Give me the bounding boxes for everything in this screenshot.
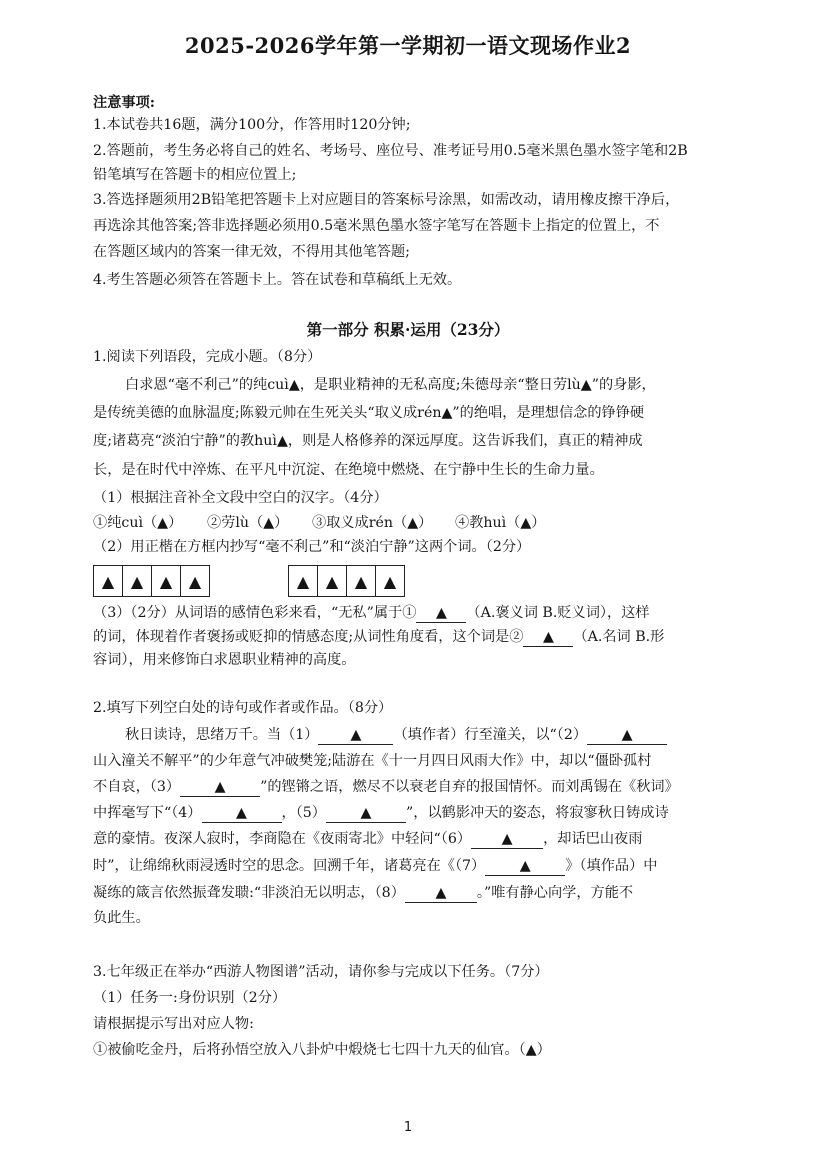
answer-blank[interactable]: ▲: [523, 628, 573, 647]
notice-line: 4.考生答题必须答在答题卡上。答在试卷和草稿纸上无效。: [93, 272, 462, 288]
q1-sub1-item: ①纯cuì（▲）: [93, 515, 183, 531]
question-3-intro: 3.七年级正在举办“西游人物图谱”活动，请你参与完成以下任务。（7分）: [93, 964, 549, 980]
question-1-intro: 1.阅读下列语段，完成小题。（8分）: [93, 349, 322, 365]
answer-blank[interactable]: ▲: [405, 884, 477, 903]
q2-line: [93, 829, 642, 849]
exam-title: 2025-2026学年第一学期初一语文现场作业2: [184, 33, 632, 58]
q2-line: 山入潼关不解平”的少年意气冲破樊笼;陆游在《十一月四日风雨大作》中，却以“僵卧孤村: [93, 753, 652, 769]
q1-paragraph-line: 长，是在时代中淬炼、在平凡中沉淀、在绝境中燃烧、在宁静中生长的生命力量。: [93, 462, 604, 478]
q1-paragraph-line: 白求恩“毫不利己”的纯cuì▲，是职业精神的无私高度;朱德母亲“整日劳lù▲”的身影，: [125, 377, 656, 393]
answer-blank[interactable]: ▲: [326, 804, 406, 823]
grid-cell[interactable]: ▲: [347, 566, 376, 596]
q1-sub1-item: ③取义成rén（▲）: [312, 515, 433, 531]
notice-line: 3.答选择题须用2B铅笔把答题卡上对应题目的答案标号涂黑，如需改动，请用橡皮擦干净后，: [93, 192, 680, 208]
grid-cell[interactable]: ▲: [318, 566, 347, 596]
answer-blank[interactable]: ▲: [416, 604, 466, 623]
q2-text: （填作者）行至潼关，以“（2）: [393, 727, 588, 743]
q1-sub1: （1）根据注音补全文段中空白的汉字。（4分）: [93, 490, 388, 506]
q1-sub3-line: 容词），用来修饰白求恩职业精神的高度。: [93, 652, 356, 668]
section-title: 第一部分 积累·运用（23分）: [306, 320, 510, 339]
writing-grid-1[interactable]: [93, 565, 210, 597]
q2-text: ”，以鹤影冲天的姿态，将寂寥秋日铸成诗: [406, 805, 669, 821]
writing-grid-2[interactable]: [288, 565, 405, 597]
grid-cell[interactable]: ▲: [123, 566, 152, 596]
notice-line: 1.本试卷共16题，满分100分，作答用时120分钟;: [93, 117, 411, 133]
q1-paragraph-line: 度;诸葛亮“淡泊宁静”的教huì▲，则是人格修养的深远厚度。这告诉我们，真正的精神成: [93, 433, 643, 449]
q2-text: 》（填作品）中: [565, 858, 658, 874]
q2-text: 秋日读诗，思绪万千。当（1）: [125, 727, 319, 743]
q1-sub3-line: [93, 627, 664, 647]
grid-cell[interactable]: ▲: [152, 566, 181, 596]
notice-line: 在答题区域内的答案一律无效，不得用其他笔答题;: [93, 244, 410, 260]
q1-sub1-item: ②劳lù（▲）: [207, 515, 289, 531]
q3-task1: （1）任务一:身份识别（2分）: [93, 990, 287, 1006]
q2-text: ”的铿锵之语，燃尽不以衰老自弃的报国情怀。而刘禹锡在《秋词》: [260, 779, 679, 795]
question-2-intro: 2.填写下列空白处的诗句或作者或作品。（8分）: [93, 700, 393, 716]
answer-blank[interactable]: ▲: [318, 726, 393, 745]
q2-text: 不自哀，（3）: [93, 779, 181, 795]
q2-text: 时”，让绵绵秋雨浸透时空的思念。回溯千年，诸葛亮在《（7）: [93, 858, 486, 874]
answer-blank[interactable]: ▲: [180, 778, 260, 797]
q2-line: 负此生。: [93, 910, 150, 926]
notice-line: 2.答题前，考生务必将自己的姓名、考场号、座位号、准考证号用0.5毫米黑色墨水签字笔和2B: [93, 143, 688, 159]
q1-sub2: （2）用正楷在方框内抄写“毫不利己”和“淡泊宁静”这两个词。（2分）: [93, 539, 531, 555]
answer-blank[interactable]: ▲: [471, 830, 543, 849]
q2-text: ，却话巴山夜雨: [543, 831, 643, 847]
q1-sub3-text: （A.褒义词 B.贬义词），这样: [466, 605, 650, 621]
answer-blank[interactable]: ▲: [587, 726, 667, 745]
q2-line: [93, 883, 633, 903]
grid-cell[interactable]: ▲: [289, 566, 318, 596]
page-number: 1: [403, 1120, 413, 1135]
q2-line: [93, 777, 679, 797]
q2-text: ，（5）: [281, 805, 326, 821]
q2-line: [93, 856, 657, 876]
q2-text: 中挥毫写下“（4）: [93, 805, 202, 821]
q2-text: 。”唯有静心向学，方能不: [476, 885, 634, 901]
answer-blank[interactable]: ▲: [202, 804, 282, 823]
notice-line: 再选涂其他答案;答非选择题必须用0.5毫米黑色墨水签字笔写在答题卡上指定的位置上，不: [93, 218, 660, 234]
q1-sub3-line: [93, 603, 650, 623]
answer-blank[interactable]: ▲: [485, 857, 565, 876]
notice-line: 铅笔填写在答题卡的相应位置上;: [93, 167, 297, 183]
grid-cell[interactable]: ▲: [188, 571, 202, 591]
q1-sub3-text: （A.名词 B.形: [573, 629, 665, 645]
q3-item: ①被偷吃金丹，后将孙悟空放入八卦炉中煅烧七七四十九天的仙官。（▲）: [93, 1042, 551, 1058]
q2-text: 凝练的箴言依然振聋发聩:“非淡泊无以明志，（8）: [93, 885, 405, 901]
q3-prompt: 请根据提示写出对应人物:: [93, 1016, 254, 1032]
q2-text: 意的豪情。夜深人寂时，李商隐在《夜雨寄北》中轻问“（6）: [93, 831, 472, 847]
q1-paragraph-line: 是传统美德的血脉温度;陈毅元帅在生死关头“取义成rén▲”的绝唱，是理想信念的铮铮硬: [93, 405, 645, 421]
notice-heading: 注意事项:: [93, 95, 155, 111]
q2-line: [125, 725, 667, 745]
grid-cell[interactable]: ▲: [94, 566, 123, 596]
q2-line: [93, 803, 669, 823]
q1-sub1-item: ④教huì（▲）: [455, 515, 546, 531]
q1-sub3-text: （3）（2分）从词语的感情色彩来看，“无私”属于①: [93, 605, 417, 621]
q1-sub3-text: 的词，体现着作者褒扬或贬抑的情感态度;从词性角度看，这个词是②: [93, 629, 524, 645]
grid-cell[interactable]: ▲: [383, 571, 397, 591]
